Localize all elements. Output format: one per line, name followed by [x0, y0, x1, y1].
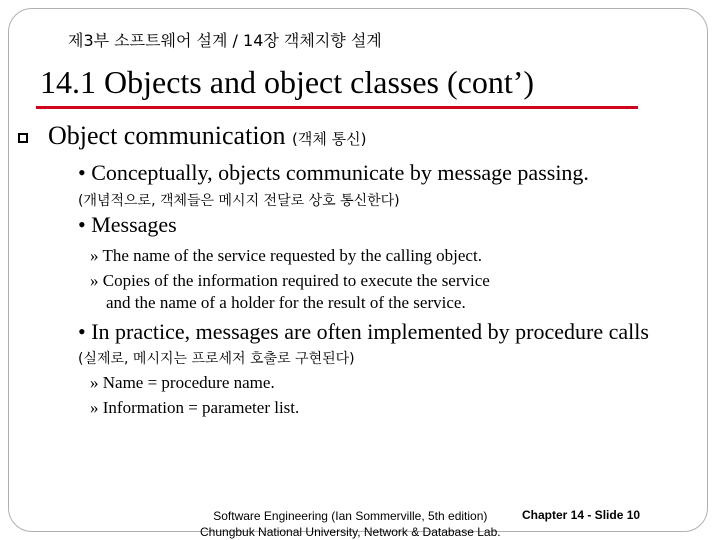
messages-sub-item: » Copies of the information required to execute the service: [90, 271, 490, 290]
bullet-in-practice-korean: (실제로, 메시지는 프로세저 호출로 구현된다): [78, 351, 355, 367]
main-heading-korean: (객체 통신): [292, 130, 367, 148]
bullet-conceptually-korean: (개념적으로, 객체들은 메시지 전달로 상호 통신한다): [78, 193, 400, 209]
footer-line-1: Software Engineering (Ian Sommerville, 5th edition): [213, 509, 488, 523]
practice-sub-item: » Name = procedure name.: [90, 373, 275, 392]
title-underline: [36, 106, 638, 109]
practice-sub-item: » Information = parameter list.: [90, 398, 300, 417]
main-heading: [48, 121, 366, 151]
messages-sub-item-continued: and the name of a holder for the result of the service.: [106, 293, 466, 312]
square-bullet-icon: [18, 133, 28, 143]
bullet-in-practice: • In practice, messages are often implemented by procedure calls: [78, 319, 649, 344]
slide-number: Chapter 14 - Slide 10: [522, 508, 641, 522]
messages-sub-item: » The name of the service requested by the calling object.: [90, 246, 482, 265]
slide-title: 14.1 Objects and object classes (cont’): [40, 64, 535, 100]
chapter-header: 제3부 소프트웨어 설계 / 14장 객체지향 설계: [68, 31, 382, 50]
footer-credits: [200, 508, 501, 540]
bullet-messages: • Messages: [78, 212, 177, 237]
main-heading-text: Object communication: [48, 121, 286, 150]
bullet-conceptually: • Conceptually, objects communicate by message passing.: [78, 160, 589, 185]
footer-line-2: Chungbuk National University, Network & Database Lab.: [200, 525, 501, 539]
